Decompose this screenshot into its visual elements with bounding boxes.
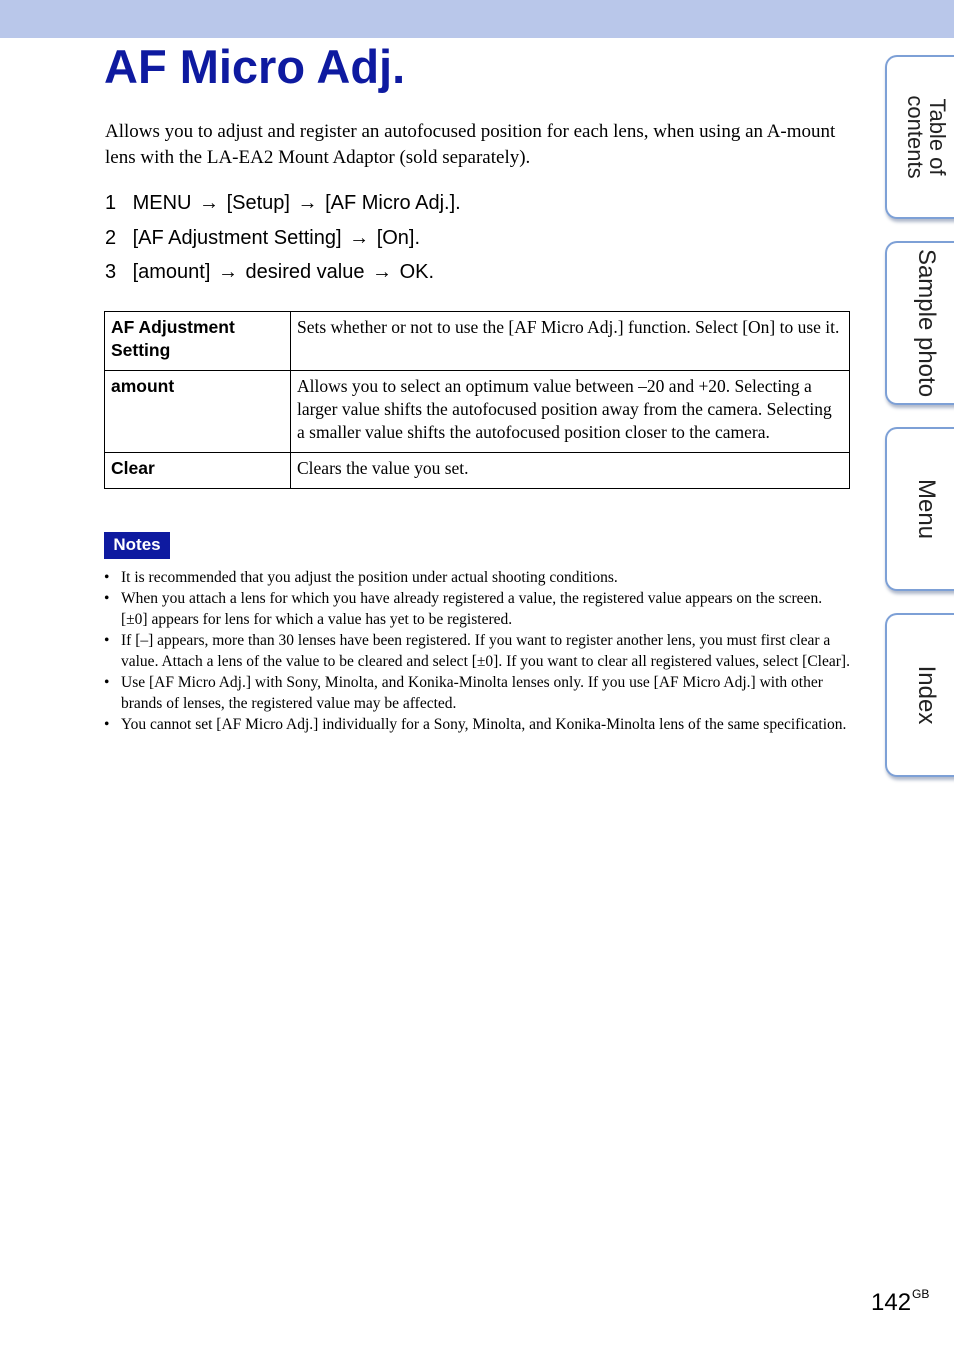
list-item [104,672,852,714]
step-part: OK. [399,261,435,283]
arrow-icon: → [372,261,393,283]
table-row [105,453,850,489]
tab-label [914,479,938,539]
note-text: When you attach a lens for which you have already registered a value, the registered value appears on the screen. [±0] appears for lens for which a value has yet to be registered. [121,590,823,628]
tab-index[interactable] [885,613,954,777]
note-text: You cannot set [AF Micro Adj.] individually for a Sony, Minolta, and Konika-Minolta lens of the same specification. [121,716,847,733]
list-item [104,567,852,588]
step-number: 2 [105,226,117,249]
step-list [105,186,461,290]
intro-text: Allows you to adjust and register an autofocused position for each lens, when using an A-mount lens with the LA-EA2 Mount Adaptor (sold separately). [105,121,836,168]
option-description: Sets whether or not to use the [AF Micro Adj.] function. Select [On] to use it. [291,312,850,371]
options-table [104,311,850,489]
bullet-icon: • [104,569,110,586]
step-part: [Setup] [226,192,290,214]
notes-list [104,567,852,735]
bullet-icon: • [104,590,110,607]
step-number: 1 [105,192,117,214]
option-description: Clears the value you set. [291,453,850,489]
option-name: AF Adjustment Setting [105,312,291,371]
bullet-icon: • [104,632,110,649]
option-name: amount [105,371,291,453]
step-part: desired value [245,261,365,283]
step-number: 3 [105,261,117,283]
tab-label-line: Menu [913,478,940,540]
tab-label [914,666,938,725]
page-number-value: 142 [871,1289,912,1316]
list-item [104,714,852,735]
tab-label [914,249,938,397]
table-row [105,371,850,453]
note-text: If [–] appears, more than 30 lenses have been registered. If you want to register another lens, you must first clear a value. Attach a lens of the value to be cleared and select [±0]. If you want to clear all registered values, select [Clear]. [121,632,850,670]
arrow-icon: → [199,192,220,214]
note-text: Use [AF Micro Adj.] with Sony, Minolta, and Konika-Minolta lenses only. If you use [AF Micro Adj.] with other brands of lenses, the registered value may be affected. [121,674,823,712]
tab-label-line: contents [903,95,928,179]
list-item [104,588,852,630]
step-part: [AF Micro Adj.]. [325,192,461,214]
arrow-icon: → [297,192,318,214]
tab-label [904,95,948,178]
page-title: AF Micro Adj. [104,40,406,93]
option-description: Allows you to select an optimum value between –20 and +20. Selecting a larger value shifts the autofocused position away from the camera. Selecting a smaller value shifts the autofocused position closer to the camera. [291,371,850,453]
page-number-suffix: GB [912,1287,930,1301]
tab-table-of-contents[interactable] [885,55,954,219]
step-part: MENU [132,192,192,214]
list-item [104,630,852,672]
option-name: Clear [105,453,291,489]
table-row [105,312,850,371]
tab-label-line: Sample photo [913,248,940,398]
step-part: [On]. [376,226,421,249]
header-band [0,0,954,38]
arrow-icon: → [217,261,238,283]
bullet-icon: • [104,716,110,733]
bullet-icon: • [104,674,110,691]
tab-menu[interactable] [885,427,954,591]
step-part: [AF Adjustment Setting] [132,226,342,249]
notes-badge: Notes [104,532,170,559]
note-text: It is recommended that you adjust the position under actual shooting conditions. [121,569,618,586]
page-number [871,1279,929,1318]
step-1 [105,186,461,221]
arrow-icon: → [349,226,370,249]
step-3 [105,255,461,290]
tab-sample-photo[interactable] [885,241,954,405]
step-2 [105,221,461,256]
tab-label-line: Table of [925,98,950,176]
tab-label-line: Index [913,665,940,725]
step-part: [amount] [132,261,211,283]
